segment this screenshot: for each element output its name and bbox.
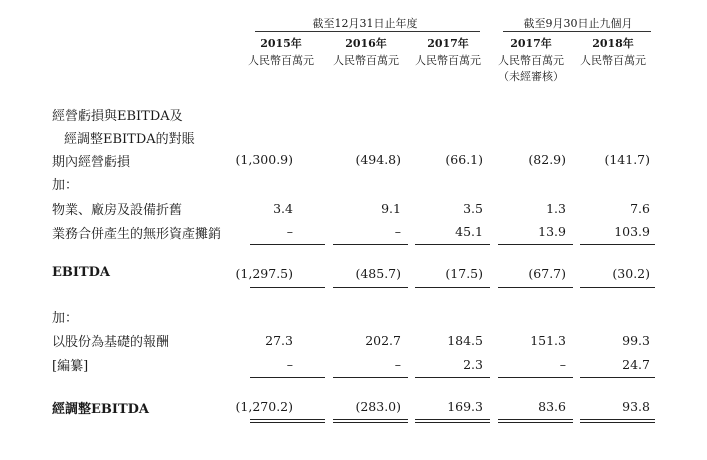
subtotal-rule-2018-9m	[580, 244, 655, 245]
cell-sbc-2017: 184.5	[447, 333, 483, 348]
cell-operating-loss-2017: (66.1)	[445, 152, 483, 167]
total-double-rule-2016	[333, 419, 408, 423]
cell-depreciation-2015: 3.4	[273, 201, 293, 216]
cell-redacted-2017-9m: –	[559, 357, 566, 372]
subtotal-rule-2017-9m	[498, 244, 573, 245]
row-label-share-based-compensation: 以股份為基礎的報酬	[52, 335, 170, 350]
cell-sbc-2017-9m: 151.3	[530, 333, 566, 348]
row-label-ebitda: EBITDA	[52, 265, 111, 280]
cell-sbc-2016: 202.7	[365, 333, 401, 348]
total-double-rule-2017-9m	[498, 419, 573, 423]
column-year-2017-nine-months: 2017年	[510, 37, 552, 50]
cell-adjusted-ebitda-2016: (283.0)	[355, 399, 401, 414]
column-unit-2017-nine-months: 人民幣百萬元	[498, 54, 564, 67]
header-group-nine-months: 截至9月30日止九個月	[523, 17, 633, 30]
column-unit-2018-nine-months: 人民幣百萬元	[580, 54, 646, 67]
column-year-2016: 2016年	[345, 37, 387, 50]
adjusted-subtotal-rule-2017-9m	[498, 377, 573, 378]
total-double-rule-2015	[250, 419, 325, 423]
column-unit-2015: 人民幣百萬元	[248, 54, 314, 67]
cell-operating-loss-2016: (494.8)	[355, 152, 401, 167]
cell-redacted-2015: –	[286, 357, 293, 372]
cell-redacted-2017: 2.3	[463, 357, 483, 372]
column-year-2017: 2017年	[427, 37, 469, 50]
ebitda-rule-2017-9m	[498, 287, 573, 288]
subtotal-rule-2016	[333, 244, 408, 245]
cell-redacted-2016: –	[394, 357, 401, 372]
cell-operating-loss-2018-9m: (141.7)	[604, 152, 650, 167]
cell-sbc-2015: 27.3	[265, 333, 293, 348]
adjusted-subtotal-rule-2018-9m	[580, 377, 655, 378]
row-label-amortization: 業務合併產生的無形資產攤銷	[52, 227, 222, 242]
cell-adjusted-ebitda-2017-9m: 83.6	[538, 399, 566, 414]
header-group-nine-months-rule	[503, 31, 651, 32]
adjusted-subtotal-rule-2017	[415, 377, 490, 378]
column-note-unaudited: （未經審核）	[498, 70, 564, 83]
cell-depreciation-2018-9m: 7.6	[630, 201, 650, 216]
cell-amortization-2018-9m: 103.9	[614, 224, 650, 239]
column-unit-2017: 人民幣百萬元	[415, 54, 481, 67]
header-group-annual: 截至12月31日止年度	[312, 17, 418, 30]
cell-depreciation-2017-9m: 1.3	[546, 201, 566, 216]
row-label-adjusted-ebitda: 經調整EBITDA	[52, 402, 150, 417]
cell-operating-loss-2015: (1,300.9)	[235, 152, 293, 167]
subtotal-rule-2015	[250, 244, 325, 245]
reconciliation-title-line1: 經營虧損與EBITDA及	[52, 109, 183, 124]
adjusted-subtotal-rule-2015	[250, 377, 325, 378]
cell-depreciation-2016: 9.1	[381, 201, 401, 216]
adjusted-subtotal-rule-2016	[333, 377, 408, 378]
row-label-add-2: 加：	[52, 311, 79, 326]
cell-ebitda-2017-9m: (67.7)	[528, 266, 566, 281]
cell-ebitda-2017: (17.5)	[445, 266, 483, 281]
cell-operating-loss-2017-9m: (82.9)	[528, 152, 566, 167]
cell-ebitda-2018-9m: (30.2)	[612, 266, 650, 281]
cell-ebitda-2015: (1,297.5)	[235, 266, 293, 281]
row-label-operating-loss: 期內經營虧損	[52, 155, 131, 170]
reconciliation-title-line2: 經調整EBITDA的對賬	[64, 132, 195, 147]
ebitda-rule-2016	[333, 287, 408, 288]
cell-adjusted-ebitda-2018-9m: 93.8	[622, 399, 650, 414]
cell-adjusted-ebitda-2017: 169.3	[447, 399, 483, 414]
cell-amortization-2017-9m: 13.9	[538, 224, 566, 239]
cell-amortization-2015: –	[286, 224, 293, 239]
cell-sbc-2018-9m: 99.3	[622, 333, 650, 348]
cell-redacted-2018-9m: 24.7	[622, 357, 650, 372]
row-label-add: 加：	[52, 178, 79, 193]
cell-adjusted-ebitda-2015: (1,270.2)	[235, 399, 293, 414]
row-label-depreciation: 物業、廠房及設備折舊	[52, 203, 183, 218]
column-year-2018-nine-months: 2018年	[592, 37, 634, 50]
cell-amortization-2017: 45.1	[455, 224, 483, 239]
ebitda-rule-2017	[415, 287, 490, 288]
cell-depreciation-2017: 3.5	[463, 201, 483, 216]
cell-ebitda-2016: (485.7)	[355, 266, 401, 281]
ebitda-rule-2018-9m	[580, 287, 655, 288]
subtotal-rule-2017	[415, 244, 490, 245]
column-year-2015: 2015年	[260, 37, 302, 50]
cell-amortization-2016: –	[394, 224, 401, 239]
header-group-annual-rule	[255, 31, 480, 32]
row-label-redacted: [編纂]	[52, 359, 89, 374]
total-double-rule-2018-9m	[580, 419, 655, 423]
ebitda-rule-2015	[250, 287, 325, 288]
column-unit-2016: 人民幣百萬元	[333, 54, 399, 67]
total-double-rule-2017	[415, 419, 490, 423]
